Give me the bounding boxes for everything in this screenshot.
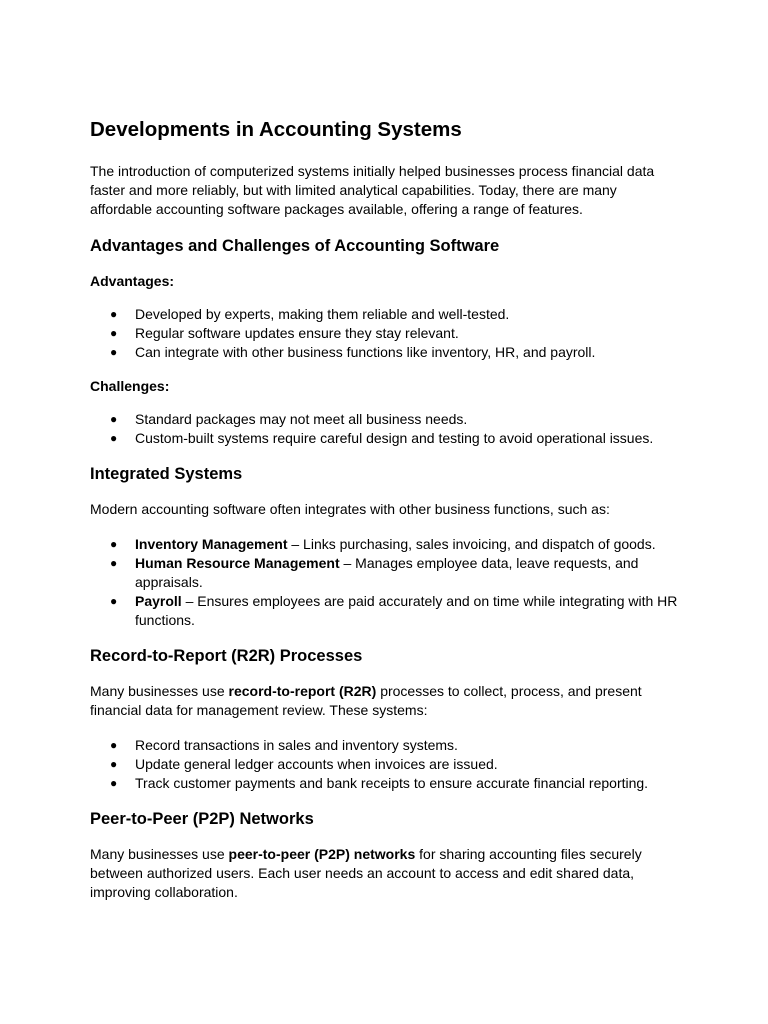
advantages-list bbox=[90, 305, 678, 362]
bullet-icon: ● bbox=[110, 757, 118, 771]
list-item: ● Inventory Management – Links purchasing, sales invoicing, and dispatch of goods. bbox=[110, 536, 656, 552]
list-item: ● Track customer payments and bank receipts to ensure accurate financial reporting. bbox=[110, 775, 649, 791]
bullet-icon: ● bbox=[110, 776, 118, 790]
intro-paragraph: The introduction of computerized systems initially helped businesses process financial data faster and more reliably, but with limited analytical capabilities. Today, there are many affordable accounting software packages available, offering a range of features. bbox=[90, 163, 655, 217]
integrated-intro: Modern accounting software often integrates with other business functions, such as: bbox=[90, 501, 610, 517]
bullet-icon: ● bbox=[110, 345, 118, 359]
heading-p2p: Peer-to-Peer (P2P) Networks bbox=[90, 810, 314, 828]
challenges-list bbox=[90, 410, 678, 448]
page-title: Developments in Accounting Systems bbox=[90, 118, 462, 141]
bullet-icon: ● bbox=[110, 738, 118, 752]
list-item: ● Standard packages may not meet all business needs. bbox=[110, 411, 468, 427]
bullet-icon: ● bbox=[110, 431, 118, 445]
list-item: ● Can integrate with other business functions like inventory, HR, and payroll. bbox=[110, 344, 596, 360]
heading-r2r: Record-to-Report (R2R) Processes bbox=[90, 647, 363, 665]
list-item: ● Custom-built systems require careful design and testing to avoid operational issues. bbox=[110, 430, 654, 446]
bullet-icon: ● bbox=[110, 556, 118, 570]
list-item: ● Human Resource Management – Manages employee data, leave requests, and appraisals. bbox=[110, 555, 639, 590]
integrated-list bbox=[90, 535, 678, 630]
bullet-icon: ● bbox=[110, 326, 118, 340]
challenges-label: Challenges: bbox=[90, 378, 170, 394]
list-item: ● Record transactions in sales and inventory systems. bbox=[110, 737, 458, 753]
advantages-label: Advantages: bbox=[90, 273, 175, 289]
bullet-icon: ● bbox=[110, 537, 118, 551]
heading-integrated-systems: Integrated Systems bbox=[90, 465, 243, 483]
list-item: ● Payroll – Ensures employees are paid accurately and on time while integrating with HR functions. bbox=[110, 593, 678, 628]
r2r-list bbox=[90, 736, 678, 793]
bullet-icon: ● bbox=[110, 412, 118, 426]
p2p-intro: Many businesses use peer-to-peer (P2P) networks for sharing accounting files securely between authorized users. Each user needs an account to access and edit shared data, improving collaboration. bbox=[90, 846, 642, 900]
bullet-icon: ● bbox=[110, 594, 118, 608]
list-item: ● Regular software updates ensure they stay relevant. bbox=[110, 325, 459, 341]
list-item: ● Update general ledger accounts when invoices are issued. bbox=[110, 756, 498, 772]
r2r-intro: Many businesses use record-to-report (R2R) processes to collect, process, and present financial data for management review. These systems: bbox=[90, 683, 642, 718]
heading-advantages-challenges: Advantages and Challenges of Accounting Software bbox=[90, 237, 500, 255]
list-item: ● Developed by experts, making them reliable and well-tested. bbox=[110, 306, 510, 322]
bullet-icon: ● bbox=[110, 307, 118, 321]
